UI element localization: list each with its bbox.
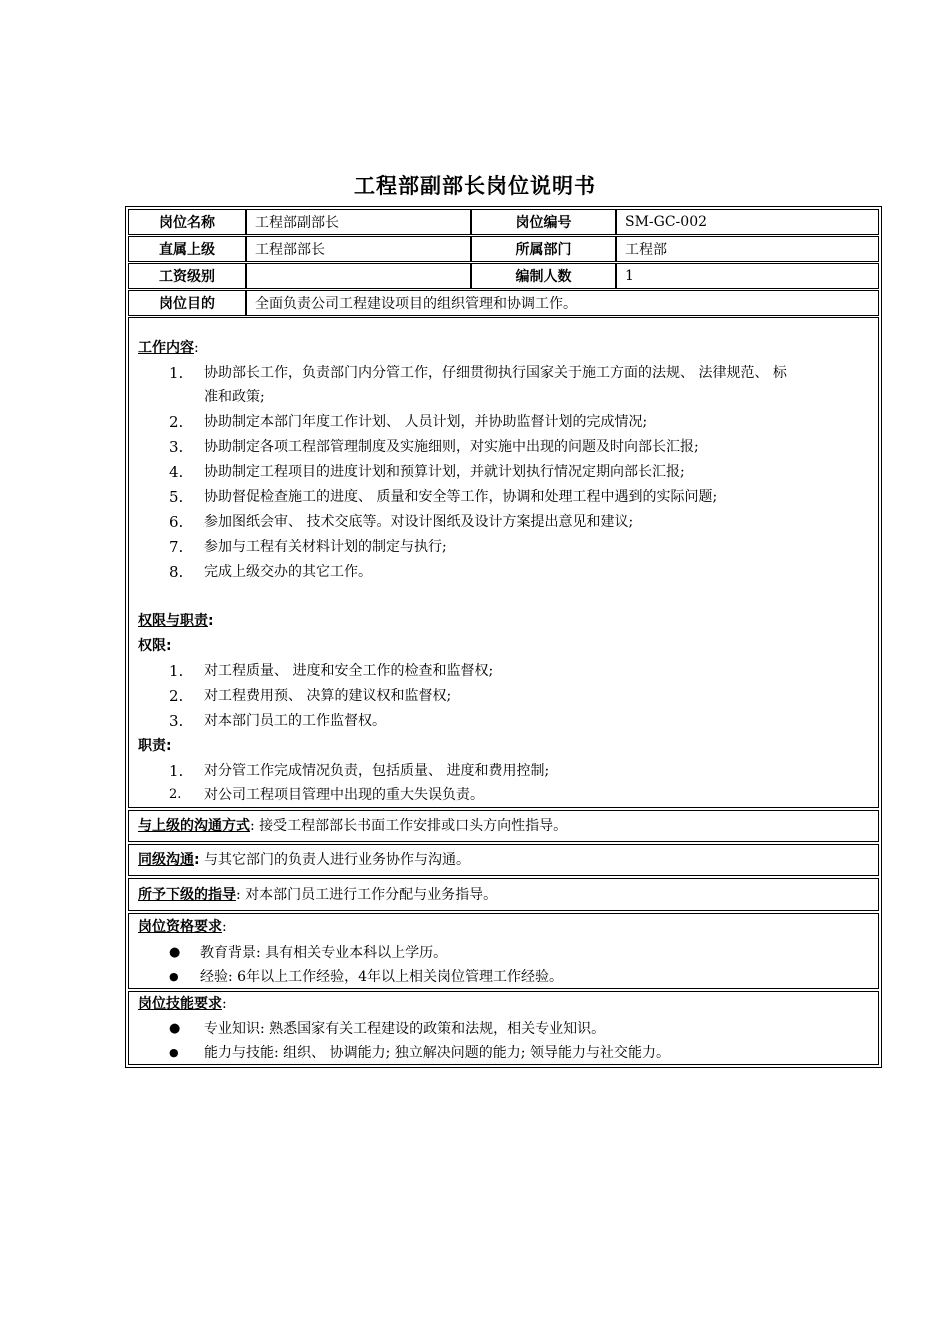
work-item-8-number: 8. xyxy=(169,563,184,581)
duties-label: 职责: xyxy=(138,738,172,754)
work-item-2-text: 协助制定本部门年度工作计划、 人员计划，并协助监督计划的完成情况; xyxy=(204,414,648,430)
subordinate-guidance-section xyxy=(128,878,879,911)
work-item-6-text: 参加图纸会审、 技术交底等。对设计图纸及设计方案提出意见和建议; xyxy=(204,514,634,530)
subordinate-guidance-heading: 所予下级的指导 xyxy=(138,887,236,903)
value-department: 工程部 xyxy=(616,236,879,262)
work-item-7-number: 7. xyxy=(169,538,184,556)
subordinate-guidance-line xyxy=(138,885,497,905)
superior-communication-line xyxy=(138,816,567,836)
duties-item-1-text: 对分管工作完成情况负责，包括质量、 进度和费用控制; xyxy=(204,763,550,779)
work-item-1-number: 1. xyxy=(169,364,184,382)
work-item-1-text: 协助部长工作，负责部门内分管工作，仔细贯彻执行国家关于施工方面的法规、 法律规范、 标 xyxy=(204,365,787,381)
authority-heading-colon: : xyxy=(208,613,214,629)
bullet-icon: ● xyxy=(169,945,181,960)
label-headcount: 编制人数 xyxy=(471,263,616,289)
work-item-6-number: 6. xyxy=(169,513,184,531)
qualification-heading-line xyxy=(138,917,227,937)
label-position-name: 岗位名称 xyxy=(128,209,246,235)
value-position-code: SM-GC-002 xyxy=(616,209,879,235)
duties-item-2-text: 对公司工程项目管理中出现的重大失误负责。 xyxy=(204,787,484,803)
value-salary-level xyxy=(246,263,471,289)
superior-communication-text: : 接受工程部部长书面工作安排或口头方向性指导。 xyxy=(250,818,568,834)
value-headcount: 1 xyxy=(616,263,879,289)
work-item-8-text: 完成上级交办的其它工作。 xyxy=(204,564,372,580)
duties-item-1-number: 1. xyxy=(169,762,184,780)
peer-communication-line xyxy=(138,850,470,870)
peer-communication-heading: 同级沟通 xyxy=(138,852,194,868)
rights-item-2-text: 对工程费用预、 决算的建议权和监督权; xyxy=(204,688,452,704)
skills-item-ability: 能力与技能: 组织、 协调能力; 独立解决问题的能力; 领导能力与社交能力。 xyxy=(204,1045,670,1061)
peer-communication-colon: : xyxy=(194,852,200,868)
superior-communication-section xyxy=(128,810,879,842)
skills-heading-colon: : xyxy=(222,996,227,1012)
peer-communication-section xyxy=(128,844,879,876)
label-salary-level: 工资级别 xyxy=(128,263,246,289)
bullet-icon: ● xyxy=(169,1021,181,1036)
authority-heading: 权限与职责 xyxy=(138,613,208,629)
rights-item-3-text: 对本部门员工的工作监督权。 xyxy=(204,713,386,729)
qualification-section xyxy=(128,913,879,989)
work-item-3-number: 3. xyxy=(169,438,184,456)
work-item-4-number: 4. xyxy=(169,463,184,481)
bullet-icon: ● xyxy=(169,1046,179,1059)
label-position-code: 岗位编号 xyxy=(471,209,616,235)
qualification-heading: 岗位资格要求 xyxy=(138,919,222,935)
work-heading-line xyxy=(138,338,199,358)
qualification-item-experience: 经验: 6年以上工作经验，4年以上相关岗位管理工作经验。 xyxy=(200,969,563,985)
skills-section xyxy=(128,991,879,1065)
authority-heading-line xyxy=(138,611,214,631)
work-item-5-text: 协助督促检查施工的进度、 质量和安全等工作，协调和处理工程中遇到的实际问题; xyxy=(204,489,718,505)
rights-item-2-number: 2. xyxy=(169,687,184,705)
subordinate-guidance-text: : 对本部门员工进行工作分配与业务指导。 xyxy=(236,887,498,903)
skills-heading-line xyxy=(138,994,227,1014)
value-purpose: 全面负责公司工程建设项目的组织管理和协调工作。 xyxy=(246,290,879,316)
skills-item-knowledge: 专业知识: 熟悉国家有关工程建设的政策和法规，相关专业知识。 xyxy=(204,1021,606,1037)
duties-item-2-number: 2. xyxy=(169,787,182,802)
work-item-5-number: 5. xyxy=(169,488,184,506)
label-purpose: 岗位目的 xyxy=(128,290,246,316)
work-heading-colon: : xyxy=(194,340,199,356)
work-item-7-text: 参加与工程有关材料计划的制定与执行; xyxy=(204,539,447,555)
work-item-3-text: 协助制定各项工程部管理制度及实施细则，对实施中出现的问题及时向部长汇报; xyxy=(204,439,699,455)
peer-communication-text: 与其它部门的负责人进行业务协作与沟通。 xyxy=(199,852,471,868)
work-item-4-text: 协助制定工程项目的进度计划和预算计划，并就计划执行情况定期向部长汇报; xyxy=(204,464,685,480)
value-direct-superior: 工程部部长 xyxy=(246,236,471,262)
qualification-item-education: 教育背景: 具有相关专业本科以上学历。 xyxy=(200,945,448,961)
work-section xyxy=(128,317,879,808)
bullet-icon: ● xyxy=(169,970,179,983)
label-department: 所属部门 xyxy=(471,236,616,262)
value-position-name: 工程部副部长 xyxy=(246,209,471,235)
rights-label: 权限: xyxy=(138,638,172,654)
qualification-heading-colon: : xyxy=(222,919,227,935)
document-title: 工程部副部长岗位说明书 xyxy=(354,174,596,198)
rights-item-1-number: 1. xyxy=(169,662,184,680)
label-direct-superior: 直属上级 xyxy=(128,236,246,262)
rights-item-1-text: 对工程质量、 进度和安全工作的检查和监督权; xyxy=(204,663,494,679)
superior-communication-heading: 与上级的沟通方式 xyxy=(138,818,250,834)
work-item-2-number: 2. xyxy=(169,413,184,431)
rights-item-3-number: 3. xyxy=(169,712,184,730)
work-heading: 工作内容 xyxy=(138,340,194,356)
skills-heading: 岗位技能要求 xyxy=(138,996,222,1012)
work-item-1-text-cont: 准和政策; xyxy=(204,389,265,405)
